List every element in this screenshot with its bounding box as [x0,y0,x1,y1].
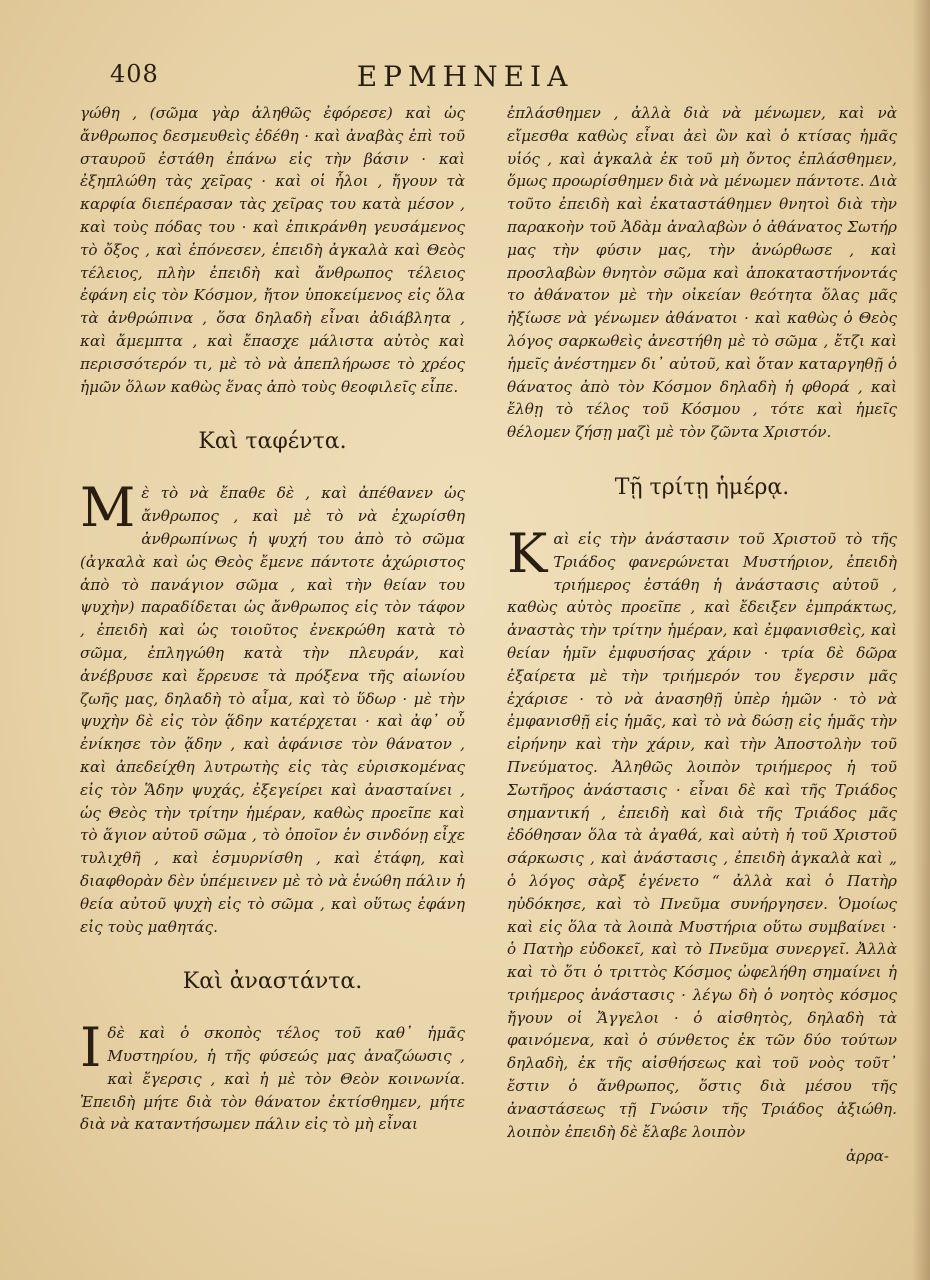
section-risen-body: δὲ καὶ ὁ σκοπὸς τέλος τοῦ καθ᾽ ἡμᾶς Μυστηρίου, ἡ τῆς φύσεώς μας ἀναζώωσις , καὶ ἔγερσις , καὶ ἡ μὲ τὸν Θεὸν κοινωνία. Ἐπειδὴ μήτε διὰ τὸν θάνατον ἐκτίσθημεν, μήτε διὰ νὰ καταντήσωμεν πάλιν εἰς τὸ μὴ εἶναι [80,1024,465,1134]
section-risen-text [80,1016,465,1136]
dropcap-i: Ι [80,1016,102,1080]
page-header [0,60,930,100]
catchword: ἀρρα- [846,1147,889,1166]
page-edge-shadow [912,0,930,1280]
dropcap-k: Κ [507,521,548,585]
running-title: ΕΡΜΗΝΕΙΑ [356,60,574,93]
section-title-risen: Καὶ ἀναστάντα. [182,969,363,995]
right-column [507,102,897,1262]
right-paragraph-1: ἐπλάσθημεν , ἀλλὰ διὰ νὰ μένωμεν, καὶ νὰ εἴμεσθα καθὼς εἶναι ἀεὶ ὢν καὶ ὁ κτίσας ἡμᾶς υἱός , καὶ ἀγκαλὰ ἐκ τοῦ μὴ ὄντος ἐπλάσθημεν, ὅμως προωρίσθημεν διὰ νὰ μένωμεν πάντοτε. Διὰ τοῦτο ἐπειδὴ καὶ ἐκαταστάθημεν θνητοὶ διὰ τὴν παρακοὴν τοῦ Ἀδὰμ ἀναλαβὼν ὁ ἀθάνατος Σωτήρ μας τὴν φύσιν μας, τὴν ἀνώρθωσε , καὶ προσλαβὼν θνητὸν σῶμα καὶ ἀποκαταστήνοντάς το ἀθάνατον μὲ τὴν οἰκείαν θεότητα ὅλας μᾶς ἠξίωσε νὰ γένωμεν ἀθάνατοι · καὶ καθὼς ὁ Θεὸς λόγος σαρκωθεὶς ἀνεστήθη μὲ τὸ σῶμα , ἔτζι καὶ ἡμεῖς ἀνέστημεν δι᾽ αὐτοῦ, καὶ ὅταν καταργηθῇ ὁ θάνατος ἀπὸ τὸν Κόσμον δηλαδὴ ἡ φθορά , καὶ ἔλθῃ τὸ τέλος τοῦ Κόσμου , τότε καὶ ἡμεῖς θέλομεν ζήσῃ μαζὶ μὲ τὸν ζῶντα Χριστόν. [507,104,897,442]
section-third-day-body: αὶ εἰς τὴν ἀνάστασιν τοῦ Χριστοῦ τὸ τῆς Τριάδος φανερώνεται Μυστήριον, ἐπειδὴ τριήμερος ἐστάθη ἡ ἀνάστασις αὐτοῦ , καθὼς αὐτὸς προεῖπε , καὶ ἔδειξεν ἐμπράκτως, ἀναστὰς τὴν τρίτην ἡμέραν, καὶ ἐμφανισθεὶς, καὶ θείαν ἡμῖν ἐμφυσήσας χάριν · τρία δὲ δῶρα ἐξαίρετα μὲ τὴν τριήμερόν του ἔγερσιν μᾶς ἐχάρισε · τὸ νὰ ἀνασηθῇ ὑπὲρ ἡμῶν · τὸ νὰ ἐμφανισθῇ εἰς ἡμᾶς, καὶ τὸ νὰ δώσῃ εἰς ἡμᾶς τὴν εἰρήνην καὶ τὴν χάριν, καὶ τὴν Ἀποστολὴν τοῦ Πνεύματος. Ἀληθῶς λοιπὸν τριήμερος ἡ τοῦ Σωτῆρος ἀνάστασις · εἶναι δὲ καὶ τῆς Τριάδος σημαντική , ἐπειδὴ καὶ διὰ τῆς Τριάδος μᾶς ἐδόθησαν ὅλα τὰ ἀγαθά, καὶ αὐτὴ ἡ τοῦ Χριστοῦ σάρκωσις , καὶ ἀνάστασις , ἐπειδὴ ἀγκαλὰ καὶ „ ὁ λόγος σὰρξ ἐγένετο “ ἀλλὰ καὶ ὁ Πατὴρ ηὐδόκησε, καὶ τὸ Πνεῦμα συνήργησεν. Ὁμοίως καὶ εἰς ὅλα τὰ λοιπὰ Μυστήρια οὕτω συμβαίνει · ὁ Πατὴρ εὐδοκεῖ, καὶ τὸ Πνεῦμα συνεργεῖ. Ἀλλὰ καὶ τὸ ὅτι ὁ τριττὸς Κόσμος ὠφελήθη σημαίνει ἡ τριήμερος ἀνάστασις · λέγω δὴ ὁ νοητὸς κόσμος ἤγουν οἱ Ἄγγελοι · ὁ αἰσθητὸς, δηλαδὴ τὰ φαινόμενα, καὶ ὁ σύνθετος ἐκ τῶν δύο τούτων δηλαδὴ, ἐκ τῆς αἰσθήσεως καὶ τοῦ νοὸς τοῦτ᾽ ἔστιν ὁ ἄνθρωπος, ὅστις διὰ μέσου τῆς ἀναστάσεως τῇ Γνώσιν τῆς Τριάδος ἀξιώθη. λοιπὸν ἐπειδὴ δὲ ἔλαβε λοιπὸν [507,529,897,1141]
page-number: 408 [110,60,159,88]
left-paragraph-1: γώθη , (σῶμα γὰρ ἀληθῶς ἐφόρεσε) καὶ ὡς ἄνθρωπος δεσμευθεὶς ἐδέθη · καὶ ἀναβὰς ἐπὶ τοῦ σταυροῦ ἐστάθη ἐπάνω εἰς τὴν βάσιν · καὶ ἐξηπλώθη τὰς χεῖρας · καὶ οἱ ἧλοι , ἤγουν τὰ καρφία διεπέρασαν τὰς χεῖρας του κατὰ μέσον , καὶ τοὺς πόδας του · καὶ ἐπικράνθη γευσάμενος τὸ ὄξος , καὶ ἐπόνεσεν, ἐπειδὴ ἀγκαλὰ καὶ Θεὸς τέλειος, πλὴν ἐπειδὴ καὶ ἄνθρωπος τέλειος ἐφάνη εἰς τὸν Κόσμον, ἤτον ὑποκείμενος εἰς ὅλα τὰ ἀνθρώπινα , ὅσα δηλαδὴ εἶναι ἀδιάβλητα , καὶ ἄμεμπτα , καὶ ἔπασχε μάλιστα αὐτὸς καὶ περισσότερόν τι, μὲ τὸ νὰ ἀπεπλήρωσε τὸ χρέος ἡμῶν ὅλων καθὼς ἕνας ἀπὸ τοὺς θεοφιλεῖς εἶπε. [80,104,465,396]
left-column [80,102,465,1262]
section-title-third-day: Τῇ τρίτῃ ἡμέρᾳ. [614,474,790,500]
dropcap-m: Μ [80,476,136,540]
section-third-day-text [507,521,897,1144]
section-buried-body: ὲ τὸ νὰ ἔπαθε δὲ , καὶ ἀπέθανεν ὡς ἄνθρωπος , καὶ μὲ τὸ νὰ ἐχωρίσθη ἀνθρωπίνως ἡ ψυχή του ἀπὸ τὸ σῶμα (ἀγκαλὰ καὶ ὡς Θεὸς ἔμενε πάντοτε ἀχώριστος ἀπὸ τὸ πανάγιον σῶμα , καὶ τὴν θείαν του ψυχὴν) παραδίδεται ὡς ἄνθρωπος εἰς τὸν τάφον , ἐπειδὴ καὶ ὡς τοιοῦτος ἐνεκρώθη κατὰ τὸ σῶμα, ἐπληγώθη κατὰ τὴν πλευράν, καὶ ἀνέβρυσε καὶ ἔρρευσε τὰ πρόξενα τῆς αἰωνίου ζωῆς μας, δηλαδὴ τὸ αἷμα, καὶ τὸ ὕδωρ · μὲ τὴν ψυχὴν δὲ εἰς τὸν ᾅδην κατέρχεται · καὶ ἀφ᾽ οὗ ἐνίκησε τὸν ᾅδην , καὶ ἀφάνισε τὸν θάνατον , καὶ ἀπεδείχθη λυτρωτὴς εἰς τὰς εὑρισκομένας εἰς τὸν Ἅδην ψυχάς, ἐξεγείρει καὶ ἀνασταίνει , ὡς Θεὸς τὴν τρίτην ἡμέραν, καθὼς προεῖπε καὶ τὸ ἅγιον αὐτοῦ σῶμα , τὸ ὁποῖον ἐν σινδόνῃ εἶχε τυλιχθῆ , καὶ ἐσμυρνίσθη , καὶ ἐτάφη, καὶ διαφθορὰν δὲν ὑπέμεινεν μὲ τὸ νὰ ἑνώθη πάλιν ἡ θεία αὐτοῦ ψυχὴ εἰς τὸ σῶμα , καὶ οὕτως ἐφάνη εἰς τοὺς μαθητάς. [80,484,465,936]
section-buried-text [80,476,465,938]
section-title-buried: Καὶ ταφέντα. [198,429,347,455]
